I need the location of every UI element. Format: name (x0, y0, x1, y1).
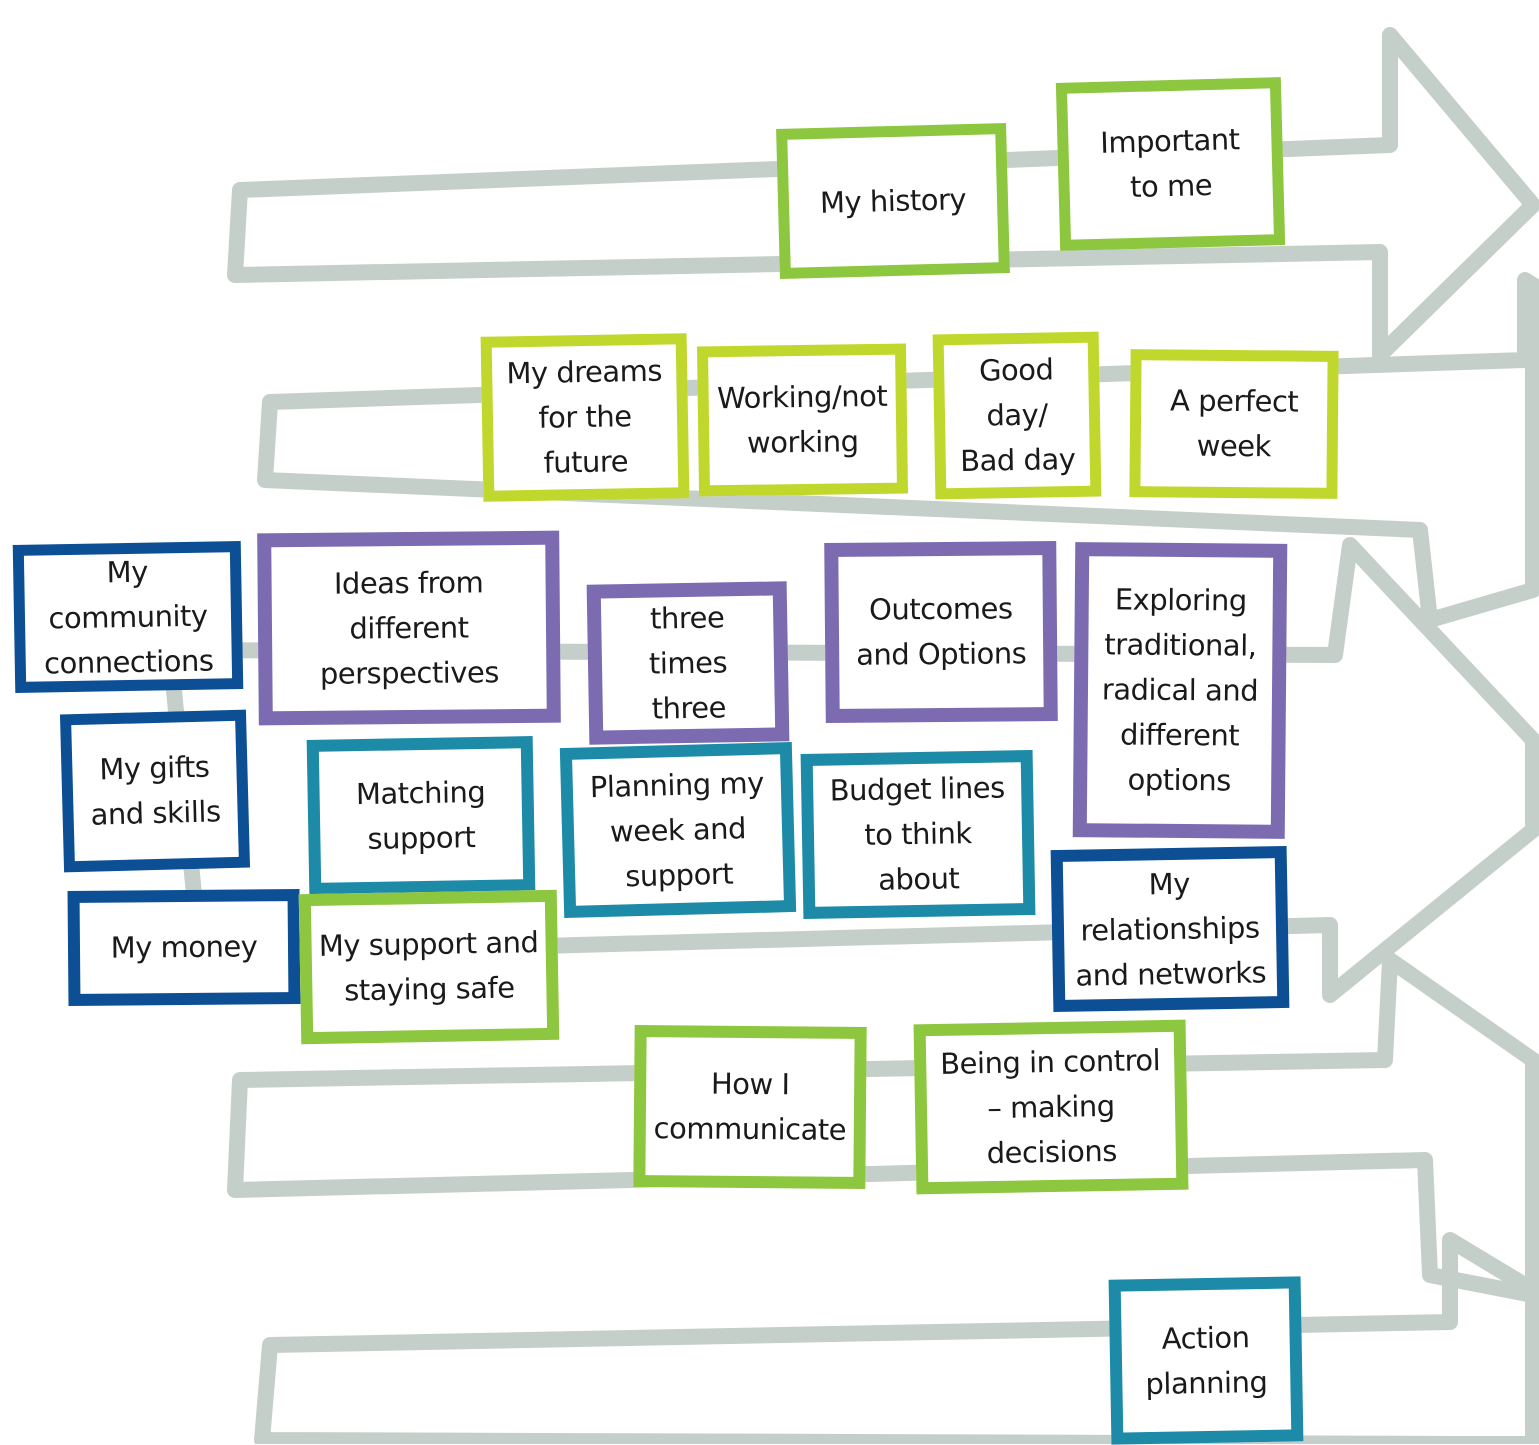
card-community-connections (13, 541, 244, 693)
card-perfect-week (1129, 349, 1338, 499)
card-ideas-perspectives (257, 531, 561, 726)
card-label: Planning my week and support (589, 765, 765, 893)
card-my-history (776, 123, 1010, 279)
card-my-dreams (481, 333, 690, 502)
card-label: My relationships and networks (1075, 866, 1267, 993)
card-action-planning (1109, 1276, 1304, 1444)
card-label: My history (819, 181, 967, 220)
card-label: My money (110, 929, 258, 965)
card-budget-lines (801, 750, 1036, 919)
card-how-i-communicate (633, 1025, 866, 1189)
card-label: My gifts and skills (90, 749, 221, 832)
card-label: Action planning (1145, 1319, 1268, 1401)
card-being-in-control (914, 1020, 1189, 1195)
card-label: Good day/ Bad day (959, 352, 1076, 478)
card-label: My dreams for the future (506, 353, 663, 480)
card-my-money (68, 889, 301, 1006)
card-matching-support (307, 736, 536, 895)
card-exploring-options (1073, 542, 1288, 839)
card-label: Working/not working (716, 378, 888, 460)
arrow-row-5 (262, 1240, 1533, 1444)
card-label: Important to me (1099, 122, 1240, 205)
card-planning-week (560, 742, 796, 918)
card-three-times-three (587, 581, 790, 744)
card-gifts-skills (60, 710, 250, 873)
card-label: A perfect week (1169, 383, 1299, 464)
card-label: Budget lines to think about (829, 770, 1005, 897)
card-relationships-networks (1051, 846, 1290, 1012)
card-label: Being in control – making decisions (939, 1042, 1161, 1170)
card-label: Matching support (355, 774, 486, 856)
card-important-to-me (1056, 77, 1285, 251)
card-good-day-bad-day (933, 332, 1102, 500)
card-label: Ideas from different perspectives (319, 564, 500, 691)
card-support-staying-safe (299, 890, 560, 1044)
card-label: How I communicate (653, 1066, 847, 1147)
card-label: Outcomes and Options (855, 591, 1027, 672)
card-outcomes-options (824, 541, 1058, 723)
card-label: Exploring traditional, radical and different options (1101, 582, 1259, 798)
card-working-not-working (697, 344, 908, 497)
card-label: three times three (648, 599, 728, 726)
card-label: My support and staying safe (318, 925, 539, 1008)
card-label: My community connections (43, 554, 214, 680)
